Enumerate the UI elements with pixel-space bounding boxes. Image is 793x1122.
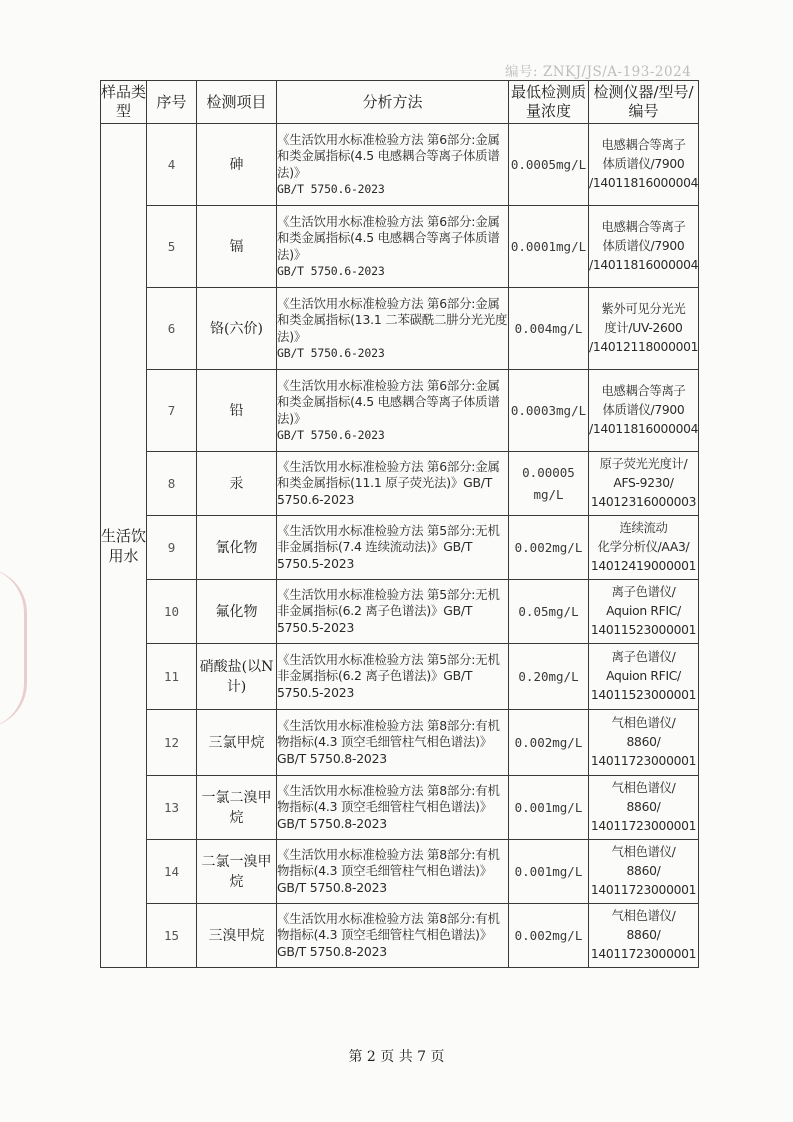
document-code: 编号: ZNKJ/JS/A-193-2024 [505,64,692,80]
test-item-cell: 一氯二溴甲烷 [197,776,277,840]
method-standard: GB/T 5750.6-2023 [277,428,385,442]
method-text: 《生活饮用水标准检验方法 第6部分:金属和类金属指标(4.5 电感耦合等离子体质谱法)》 [277,131,500,180]
header-instrument: 检测仪器/型号/编号 [589,81,699,124]
instrument-line: 14012419000001 [590,559,697,573]
method-cell [277,370,509,452]
method-cell [277,904,509,968]
method-text: 《生活饮用水标准检验方法 第8部分:有机物指标(4.3 顶空毛细管柱气相色谱法)》GB/T 5750.8-2023 [277,846,500,895]
instrument-cell [589,776,699,840]
instrument-line: 8860/ [626,928,661,942]
min-concentration-cell: 0.00005 mg/L [509,452,589,516]
page-number: 第 2 页 共 7 页 [348,1049,445,1065]
test-item-cell: 三溴甲烷 [197,904,277,968]
instrument-line: 电感耦合等离子 [601,138,686,152]
table-row [101,904,699,968]
method-text: 《生活饮用水标准检验方法 第8部分:有机物指标(4.3 顶空毛细管柱气相色谱法)》GB/T 5750.8-2023 [277,782,500,831]
instrument-line: 14011723000001 [590,819,697,833]
min-concentration-cell: 0.20mg/L [509,644,589,710]
instrument-cell [589,710,699,776]
instrument-line: 气相色谱仪/ [611,716,676,730]
table-row [101,452,699,516]
instrument-line: 体质谱仪/7900 [602,403,685,417]
test-item-cell: 硝酸盐(以N计) [197,644,277,710]
seq-cell: 11 [147,644,197,710]
instrument-line: 离子色谱仪/ [611,650,676,664]
instrument-cell [589,288,699,370]
instrument-line: 体质谱仪/7900 [602,239,685,253]
method-text: 《生活饮用水标准检验方法 第6部分:金属和类金属指标(13.1 二苯碳酰二肼分光光度法)》 [277,295,508,344]
method-cell [277,644,509,710]
test-item-cell: 铬(六价) [197,288,277,370]
header-method: 分析方法 [277,81,509,124]
seq-cell: 8 [147,452,197,516]
instrument-line: /14011816000004 [589,422,699,436]
seq-cell: 12 [147,710,197,776]
instrument-cell [589,904,699,968]
min-concentration-cell: 0.001mg/L [509,776,589,840]
sample-type-cell: 生活饮用水 [101,124,147,968]
instrument-cell [589,452,699,516]
table-row [101,370,699,452]
test-item-cell: 三氯甲烷 [197,710,277,776]
instrument-line: 连续流动 [619,521,668,535]
instrument-line: Aquion RFIC/ [606,669,681,683]
table-row [101,644,699,710]
instrument-line: 14011723000001 [590,754,697,768]
test-item-cell: 二氯一溴甲烷 [197,840,277,904]
instrument-line: /14012118000001 [589,340,699,354]
header-min-concentration: 最低检测质量浓度 [509,81,589,124]
method-text: 《生活饮用水标准检验方法 第5部分:无机非金属指标(6.2 离子色谱法)》GB/T 5750.5-2023 [277,586,500,635]
seq-cell: 13 [147,776,197,840]
min-concentration-cell: 0.0001mg/L [509,206,589,288]
instrument-line: Aquion RFIC/ [606,604,681,618]
seal-stamp-fragment [0,568,27,728]
method-cell [277,710,509,776]
instrument-line: /14011816000004 [589,258,699,272]
min-concentration-cell: 0.001mg/L [509,840,589,904]
min-concentration-cell: 0.004mg/L [509,288,589,370]
min-concentration-cell: 0.002mg/L [509,516,589,580]
seq-cell: 4 [147,124,197,206]
instrument-line: /14011816000004 [589,176,699,190]
table-row [101,206,699,288]
test-item-cell: 铅 [197,370,277,452]
instrument-cell [589,516,699,580]
min-concentration-cell: 0.0005mg/L [509,124,589,206]
instrument-line: 8860/ [626,864,661,878]
table-row [101,710,699,776]
instrument-line: 14011523000001 [590,688,697,702]
method-standard: GB/T 5750.6-2023 [277,346,385,360]
test-item-cell: 汞 [197,452,277,516]
method-cell [277,206,509,288]
instrument-line: 气相色谱仪/ [611,845,676,859]
instrument-line: 14011723000001 [590,947,697,961]
instrument-line: AFS-9230/ [613,476,674,490]
seq-cell: 5 [147,206,197,288]
instrument-line: 紫外可见分光光 [601,302,686,316]
instrument-line: 电感耦合等离子 [601,384,686,398]
method-standard: GB/T 5750.6-2023 [277,264,385,278]
min-concentration-cell: 0.05mg/L [509,580,589,644]
table-row [101,776,699,840]
method-text: 《生活饮用水标准检验方法 第8部分:有机物指标(4.3 顶空毛细管柱气相色谱法)》GB/T 5750.8-2023 [277,717,500,766]
method-text: 《生活饮用水标准检验方法 第6部分:金属和类金属指标(11.1 原子荧光法)》GB/T 5750.6-2023 [277,458,500,507]
instrument-line: 8860/ [626,800,661,814]
table-row [101,516,699,580]
method-cell [277,288,509,370]
instrument-cell [589,124,699,206]
seq-cell: 6 [147,288,197,370]
instrument-cell [589,840,699,904]
test-item-cell: 氟化物 [197,580,277,644]
table-row [101,124,699,206]
instrument-line: 气相色谱仪/ [611,781,676,795]
method-cell [277,776,509,840]
method-text: 《生活饮用水标准检验方法 第5部分:无机非金属指标(6.2 离子色谱法)》GB/T 5750.5-2023 [277,651,500,700]
method-text: 《生活饮用水标准检验方法 第6部分:金属和类金属指标(4.5 电感耦合等离子体质谱法)》 [277,377,500,426]
method-standard: GB/T 5750.6-2023 [277,182,385,196]
method-text: 《生活饮用水标准检验方法 第8部分:有机物指标(4.3 顶空毛细管柱气相色谱法)》GB/T 5750.8-2023 [277,910,500,959]
test-methods-table [100,80,699,968]
table-header-row [101,81,699,124]
seq-cell: 15 [147,904,197,968]
instrument-cell [589,580,699,644]
instrument-line: 14011523000001 [590,623,697,637]
instrument-cell [589,644,699,710]
method-cell [277,452,509,516]
method-cell [277,580,509,644]
method-text: 《生活饮用水标准检验方法 第5部分:无机非金属指标(7.4 连续流动法)》GB/T 5750.5-2023 [277,522,500,571]
table-row [101,840,699,904]
seq-cell: 14 [147,840,197,904]
method-text: 《生活饮用水标准检验方法 第6部分:金属和类金属指标(4.5 电感耦合等离子体质谱法)》 [277,213,500,262]
method-cell [277,124,509,206]
seq-cell: 9 [147,516,197,580]
header-seq: 序号 [147,81,197,124]
test-item-cell: 砷 [197,124,277,206]
min-concentration-cell: 0.002mg/L [509,710,589,776]
test-item-cell: 镉 [197,206,277,288]
seq-cell: 7 [147,370,197,452]
min-concentration-cell: 0.0003mg/L [509,370,589,452]
min-concentration-cell: 0.002mg/L [509,904,589,968]
instrument-line: 14011723000001 [590,883,697,897]
header-sample-type: 样品类型 [101,81,147,124]
method-cell [277,840,509,904]
table-row [101,580,699,644]
instrument-line: 气相色谱仪/ [611,909,676,923]
instrument-line: 14012316000003 [590,495,697,509]
table-row [101,288,699,370]
instrument-cell [589,206,699,288]
test-item-cell: 氰化物 [197,516,277,580]
instrument-line: 度计/UV-2600 [604,321,683,335]
instrument-line: 化学分析仪/AA3/ [597,540,690,554]
method-cell [277,516,509,580]
instrument-line: 8860/ [626,735,661,749]
seq-cell: 10 [147,580,197,644]
instrument-line: 电感耦合等离子 [601,220,686,234]
instrument-line: 离子色谱仪/ [611,585,676,599]
instrument-line: 体质谱仪/7900 [602,157,685,171]
instrument-line: 原子荧光光度计/ [599,457,688,471]
instrument-cell [589,370,699,452]
header-test-item: 检测项目 [197,81,277,124]
